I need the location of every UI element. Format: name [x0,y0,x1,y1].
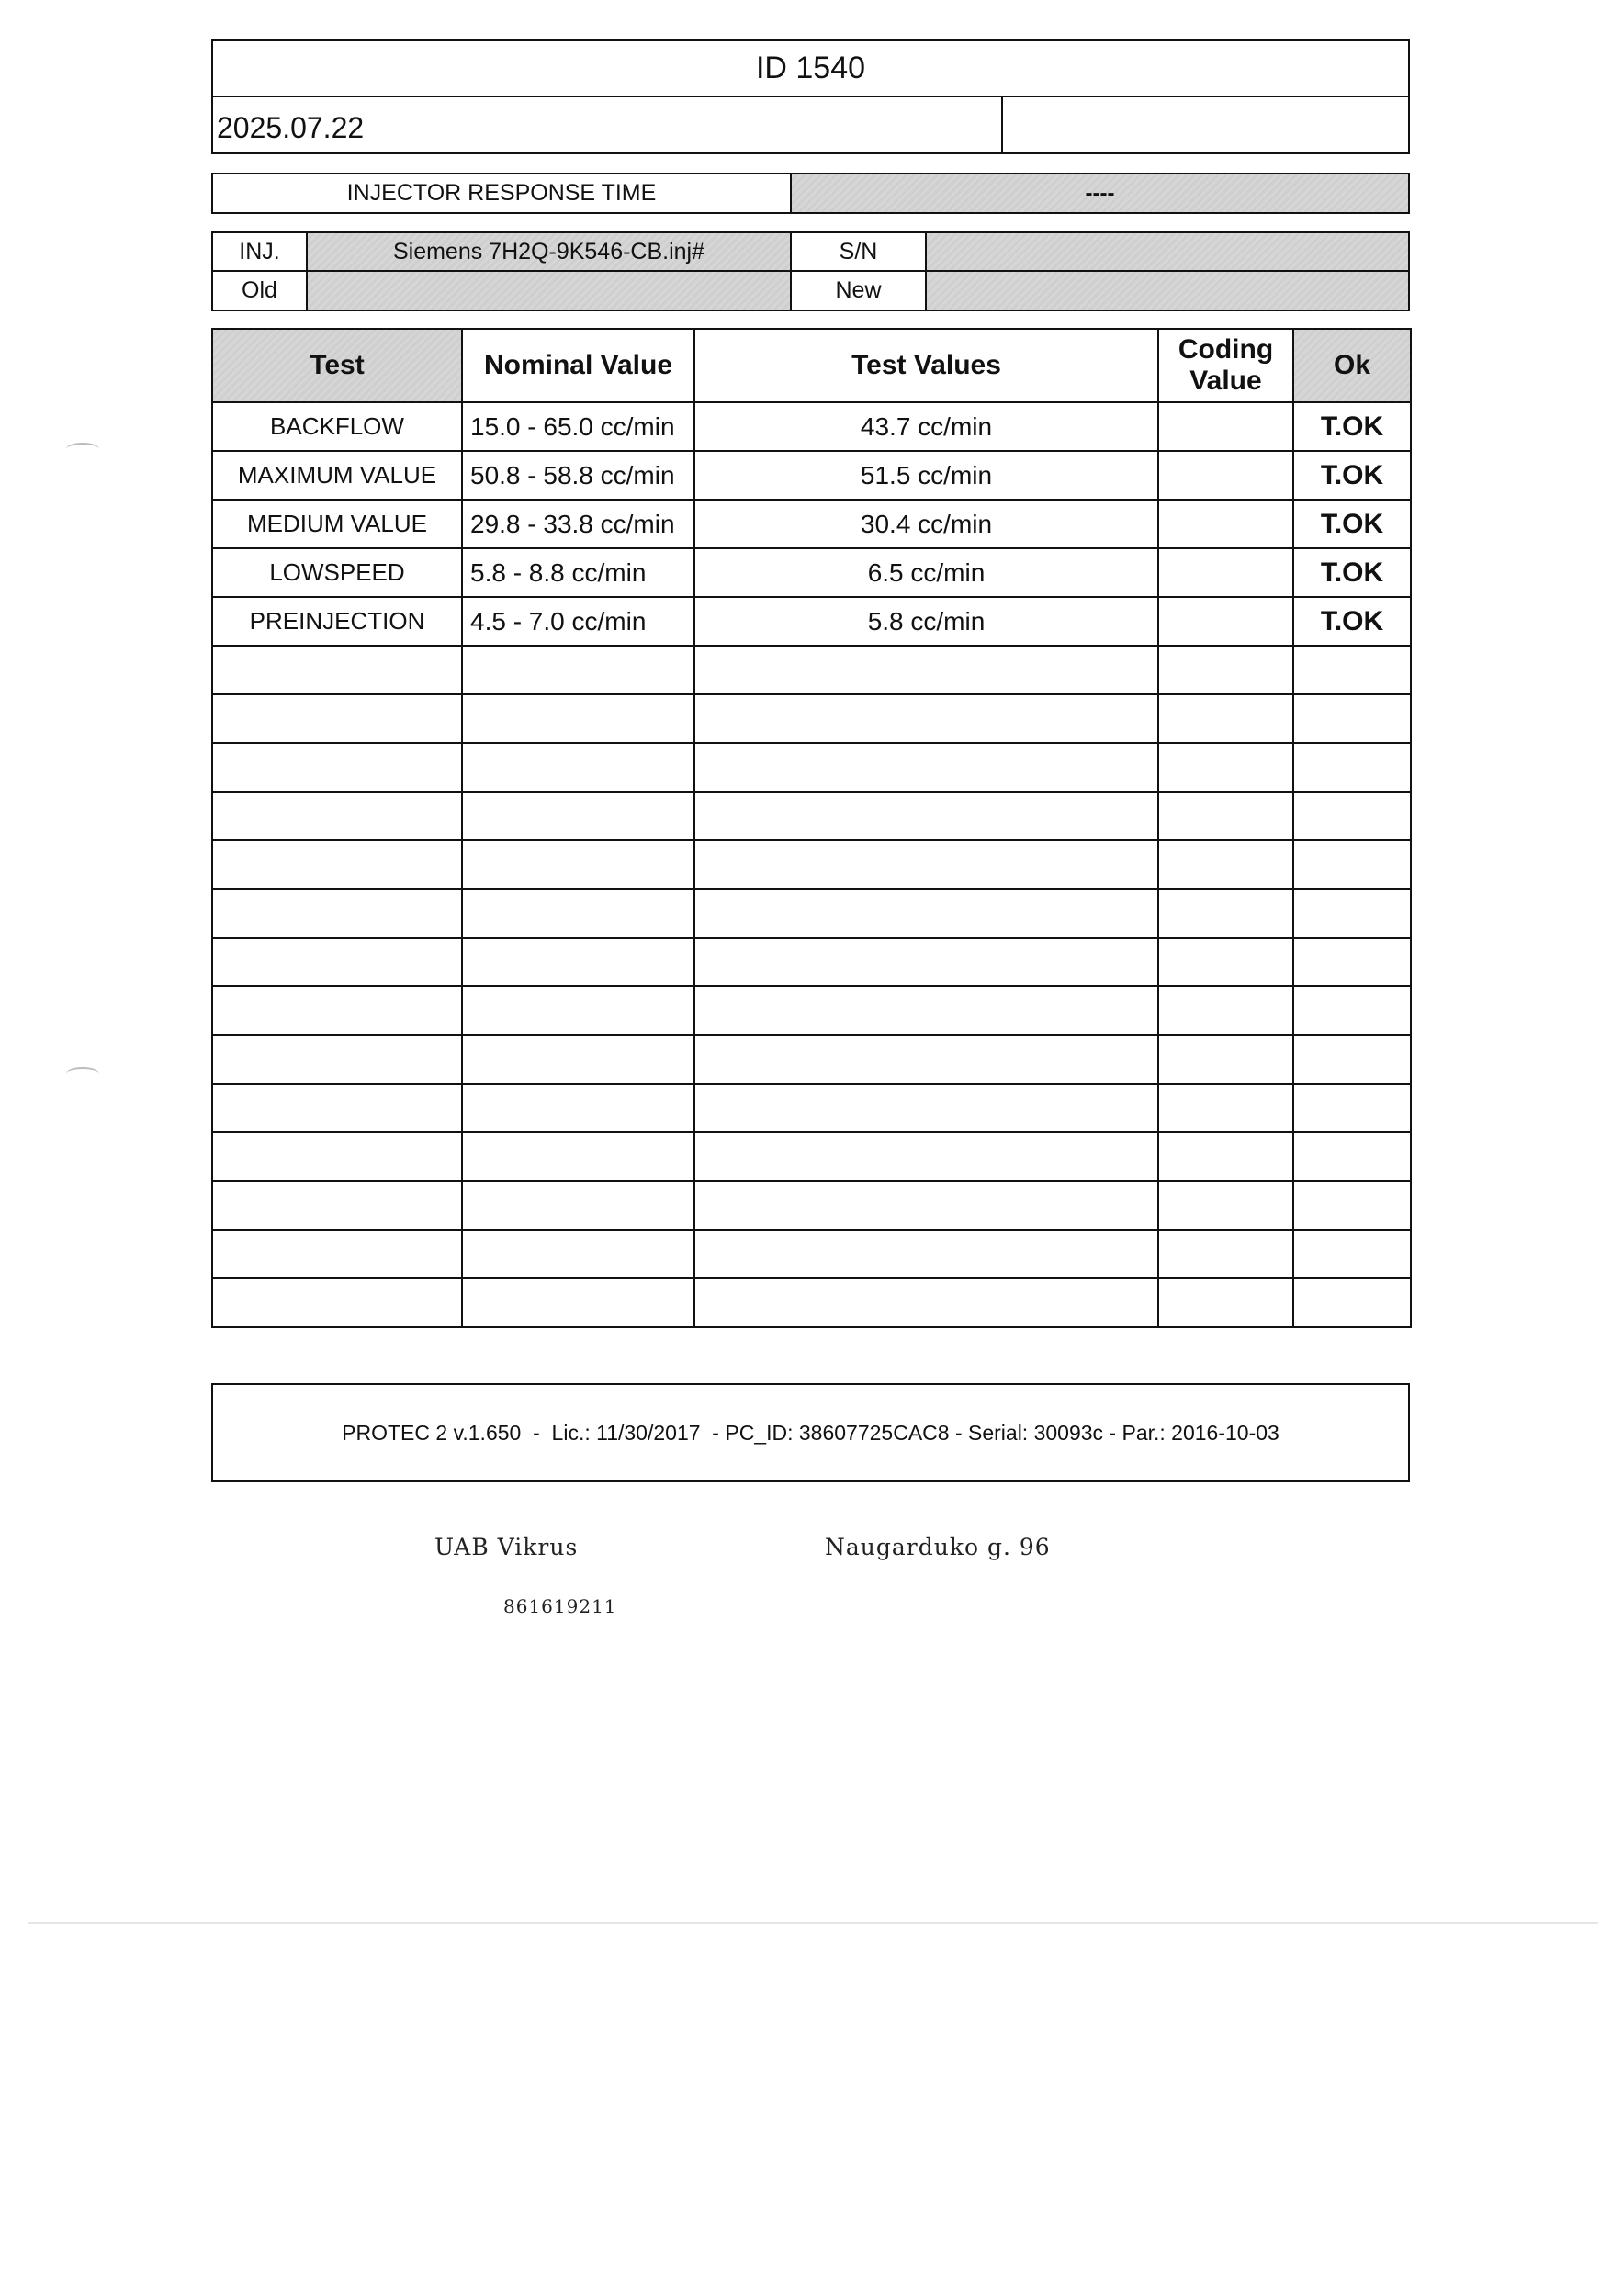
cell-nominal [462,1230,694,1278]
cell-ok: T.OK [1293,402,1411,451]
cell-ok [1293,986,1411,1035]
col-header-ok: Ok [1293,329,1411,402]
inj-value: Siemens 7H2Q-9K546-CB.inj# [308,233,792,272]
cell-coding [1158,548,1293,597]
cell-test-value [694,1230,1158,1278]
cell-test-value [694,1035,1158,1084]
response-time-bar [211,173,1410,214]
cell-nominal [462,694,694,743]
header-right-field [1005,97,1408,154]
empty-table-row [212,1278,1411,1327]
cell-test-value: 6.5 cc/min [694,548,1158,597]
table-row [212,402,1411,451]
col-header-test: Test [212,329,462,402]
cell-test-value [694,1278,1158,1327]
cell-test [212,1278,462,1327]
cell-nominal: 29.8 - 33.8 cc/min [462,500,694,548]
cell-ok [1293,792,1411,840]
col-header-nominal: Nominal Value [462,329,694,402]
stamp-phone: 861619211 [503,1595,617,1617]
cell-ok: T.OK [1293,597,1411,646]
results-table [211,328,1412,1328]
cell-coding [1158,986,1293,1035]
old-value [308,272,792,310]
cell-coding [1158,402,1293,451]
empty-table-row [212,792,1411,840]
cell-coding [1158,1035,1293,1084]
cell-coding [1158,792,1293,840]
cell-test-value [694,889,1158,938]
cell-test: MAXIMUM VALUE [212,451,462,500]
table-row [212,597,1411,646]
cell-nominal: 50.8 - 58.8 cc/min [462,451,694,500]
cell-nominal: 5.8 - 8.8 cc/min [462,548,694,597]
cell-ok [1293,1035,1411,1084]
cell-nominal [462,840,694,889]
cell-test-value [694,694,1158,743]
empty-table-row [212,840,1411,889]
empty-table-row [212,889,1411,938]
cell-test [212,1132,462,1181]
cell-ok [1293,1278,1411,1327]
table-row [212,451,1411,500]
cell-test-value [694,1084,1158,1132]
cell-test [212,1230,462,1278]
cell-test [212,840,462,889]
cell-test [212,1035,462,1084]
table-row [212,500,1411,548]
col-header-test-values: Test Values [694,329,1158,402]
cell-ok: T.OK [1293,500,1411,548]
old-label: Old [213,272,308,310]
cell-coding [1158,646,1293,694]
cell-nominal [462,986,694,1035]
cell-test-value [694,1181,1158,1230]
cell-ok [1293,694,1411,743]
cell-coding [1158,1084,1293,1132]
header-box [211,39,1410,154]
sn-value [927,233,1408,272]
cell-test: MEDIUM VALUE [212,500,462,548]
cell-nominal: 4.5 - 7.0 cc/min [462,597,694,646]
cell-nominal [462,792,694,840]
cell-coding [1158,743,1293,792]
cell-coding [1158,1230,1293,1278]
cell-test-value [694,986,1158,1035]
cell-nominal [462,743,694,792]
cell-test: PREINJECTION [212,597,462,646]
test-date: 2025.07.22 [213,97,1003,154]
response-time-label: INJECTOR RESPONSE TIME [213,174,792,212]
cell-ok [1293,1084,1411,1132]
cell-test-value [694,792,1158,840]
cell-nominal [462,1035,694,1084]
cell-coding [1158,1132,1293,1181]
cell-coding [1158,1181,1293,1230]
cell-test [212,889,462,938]
cell-ok [1293,646,1411,694]
software-info-text: PROTEC 2 v.1.650 - Lic.: 11/30/2017 - PC_ID: 38607725CAC8 - Serial: 30093c - Par.: 2016-10-03 [342,1420,1279,1445]
cell-test-value [694,938,1158,986]
scan-mark [66,443,99,456]
cell-nominal [462,1181,694,1230]
cell-test [212,743,462,792]
cell-coding [1158,889,1293,938]
cell-coding [1158,938,1293,986]
empty-table-row [212,646,1411,694]
empty-table-row [212,1084,1411,1132]
cell-test: BACKFLOW [212,402,462,451]
cell-coding [1158,500,1293,548]
cell-coding [1158,597,1293,646]
empty-table-row [212,1181,1411,1230]
cell-ok: T.OK [1293,548,1411,597]
cell-ok [1293,1181,1411,1230]
cell-test [212,1084,462,1132]
cell-test [212,938,462,986]
cell-test [212,792,462,840]
sn-label: S/N [792,233,927,272]
cell-nominal [462,646,694,694]
cell-coding [1158,694,1293,743]
cell-test-value [694,840,1158,889]
cell-test-value: 30.4 cc/min [694,500,1158,548]
cell-test-value [694,743,1158,792]
cell-ok [1293,743,1411,792]
cell-test [212,986,462,1035]
cell-ok [1293,1230,1411,1278]
cell-ok [1293,1132,1411,1181]
cell-nominal [462,938,694,986]
scan-mark [66,1067,99,1080]
cell-ok [1293,840,1411,889]
cell-test [212,694,462,743]
cell-test-value [694,646,1158,694]
inj-label: INJ. [213,233,308,272]
cell-coding [1158,451,1293,500]
empty-table-row [212,1132,1411,1181]
cell-test-value: 51.5 cc/min [694,451,1158,500]
cell-nominal [462,1084,694,1132]
cell-ok [1293,889,1411,938]
record-id: ID 1540 [213,41,1408,97]
response-time-value: ---- [792,174,1408,212]
cell-test-value: 43.7 cc/min [694,402,1158,451]
cell-test [212,646,462,694]
cell-nominal [462,889,694,938]
cell-nominal [462,1278,694,1327]
cell-nominal: 15.0 - 65.0 cc/min [462,402,694,451]
cell-test: LOWSPEED [212,548,462,597]
stamp-company: UAB Vikrus [434,1534,579,1560]
stamp-address: Naugarduko g. 96 [825,1534,1051,1560]
col-header-coding-text: Coding Value [1178,334,1274,396]
cell-test [212,1181,462,1230]
scan-edge-line [28,1922,1598,1924]
cell-nominal [462,1132,694,1181]
empty-table-row [212,1230,1411,1278]
table-row [212,548,1411,597]
cell-coding [1158,840,1293,889]
software-info-box [211,1383,1410,1482]
col-header-coding [1158,329,1293,402]
new-value [927,272,1408,310]
injector-info [211,231,1410,311]
empty-table-row [212,1035,1411,1084]
cell-ok [1293,938,1411,986]
cell-coding [1158,1278,1293,1327]
empty-table-row [212,694,1411,743]
cell-test-value: 5.8 cc/min [694,597,1158,646]
cell-ok: T.OK [1293,451,1411,500]
new-label: New [792,272,927,310]
cell-test-value [694,1132,1158,1181]
empty-table-row [212,938,1411,986]
empty-table-row [212,743,1411,792]
empty-table-row [212,986,1411,1035]
table-header-row [212,329,1411,402]
